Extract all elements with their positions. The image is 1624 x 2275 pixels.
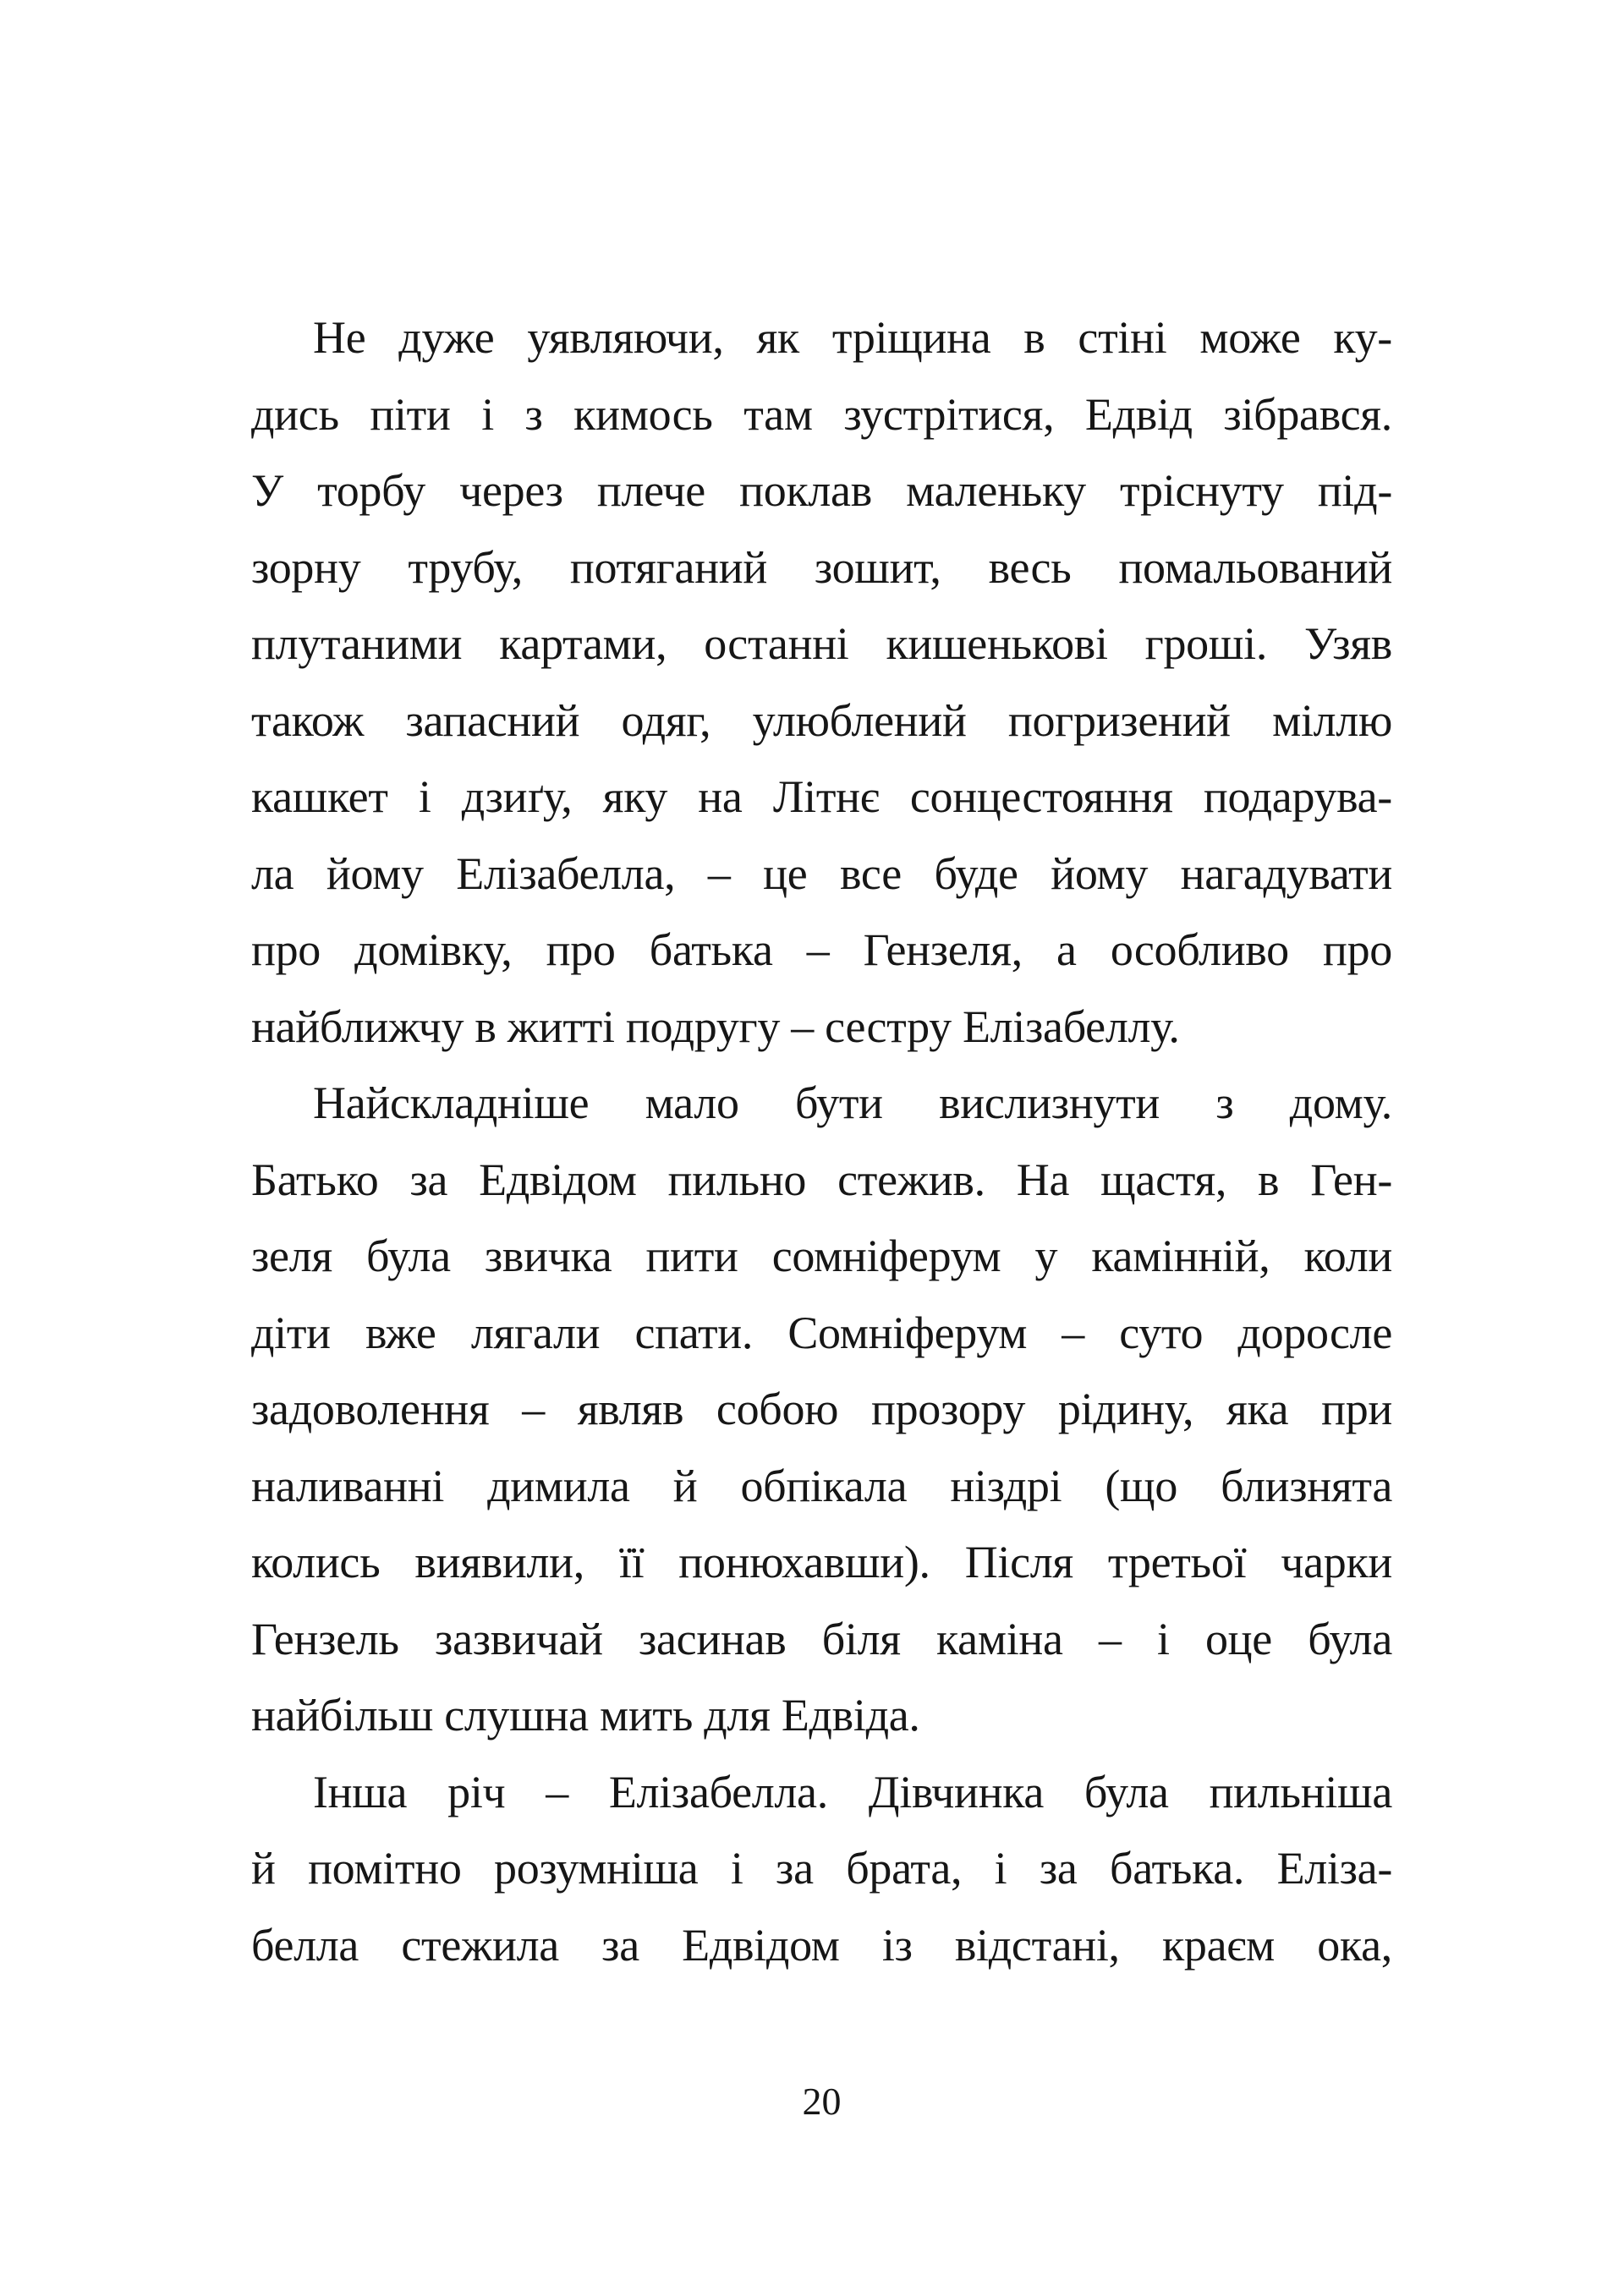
text-line-content: зорну трубу, потяганий зошит, весь помальований	[251, 541, 1392, 593]
text-line	[251, 1065, 1392, 1142]
text-line-content: плутаними картами, останні кишенькові гроші. Узяв	[251, 618, 1392, 669]
text-line	[251, 836, 1392, 913]
text-line	[251, 1754, 1392, 1831]
text-line-content: Найскладніше мало бути вислизнути з дому.	[313, 1077, 1392, 1128]
text-line	[251, 1371, 1392, 1448]
text-line-content: Не дуже уявляючи, як тріщина в стіні може ку-	[313, 312, 1392, 363]
text-line-content: кашкет і дзиґу, яку на Літнє сонцестояння подарува-	[251, 771, 1392, 822]
text-line	[251, 1524, 1392, 1601]
text-line	[251, 1601, 1392, 1678]
text-line	[251, 1295, 1392, 1372]
text-line-content: найближчу в житті подругу – сестру Елізабеллу.	[251, 1000, 1180, 1052]
text-line-content: колись виявили, її понюхавши). Після третьої чарки	[251, 1537, 1392, 1587]
text-line-content: й помітно розумніша і за брата, і за батька. Еліза-	[251, 1843, 1392, 1894]
text-line	[251, 452, 1392, 529]
text-line	[251, 682, 1392, 759]
text-line-content: У торбу через плече поклав маленьку тріснуту під-	[251, 465, 1392, 516]
text-line	[251, 912, 1392, 989]
text-line	[251, 299, 1392, 376]
text-line-content: діти вже лягали спати. Сомніферум – суто доросле	[251, 1307, 1392, 1358]
text-line-content: Інша річ – Елізабелла. Дівчинка була пильніша	[313, 1766, 1392, 1817]
text-line	[251, 1142, 1392, 1219]
text-line-content: найбільш слушна мить для Едвіда.	[251, 1690, 920, 1741]
text-line-content: зеля була звичка пити сомніферум у камінній, коли	[251, 1231, 1392, 1281]
text-line-content: Гензель зазвичай засинав біля каміна – і оце була	[251, 1613, 1392, 1664]
text-line	[251, 1677, 1392, 1754]
text-line	[251, 759, 1392, 836]
text-line-content: ла йому Елізабелла, – це все буде йому нагадувати	[251, 847, 1392, 899]
text-line-content: наливанні димила й обпікала ніздрі (що близнята	[251, 1460, 1392, 1511]
text-line-content: Батько за Едвідом пильно стежив. На щастя, в Ген-	[251, 1154, 1392, 1205]
text-line	[251, 1448, 1392, 1525]
text-line	[251, 1907, 1392, 1984]
text-line-content: також запасний одяг, улюблений погризений міллю	[251, 694, 1392, 746]
page-number: 20	[802, 2080, 842, 2123]
text-line	[251, 376, 1392, 453]
text-line	[251, 989, 1392, 1066]
text-line	[251, 1830, 1392, 1907]
text-line-content: про домівку, про батька – Гензеля, а особливо про	[251, 924, 1392, 975]
page-text-block	[251, 299, 1392, 1983]
text-line	[251, 606, 1392, 682]
text-line-content: дись піти і з кимось там зустрітися, Едвід зібрався.	[251, 388, 1392, 440]
text-line-content: белла стежила за Едвідом із відстані, краєм ока,	[251, 1919, 1392, 1971]
text-line	[251, 1218, 1392, 1295]
text-line-content: задоволення – являв собою прозору рідину, яка при	[251, 1384, 1392, 1434]
text-line	[251, 529, 1392, 606]
